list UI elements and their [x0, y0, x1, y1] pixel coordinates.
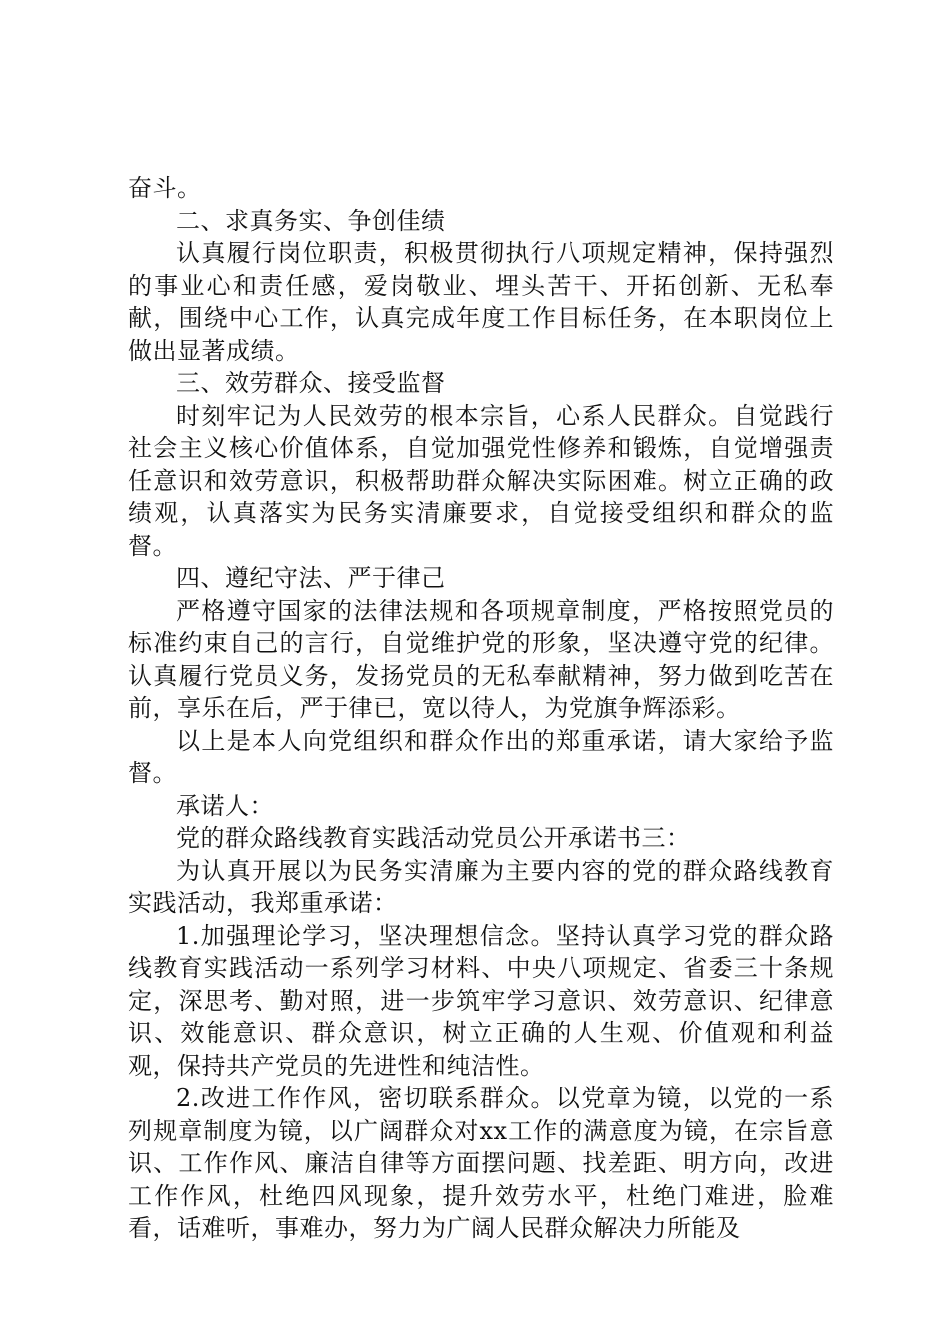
section-heading-4: 四、遵纪守法、严于律己 [176, 564, 446, 592]
section-heading-2: 二、求真务实、争创佳绩 [176, 206, 446, 235]
paragraph-closing: 以上是本人向党组织和群众作出的郑重承诺，请大家给予监督。 [128, 726, 834, 787]
paragraph-continuation: 奋斗。 [128, 174, 202, 202]
paragraph-item-1: 1.加强理论学习，坚决理想信念。坚持认真学习党的群众路线教育实践活动一系列学习材料、中央八项规定、省委三十条规定，深思考、勤对照，进一步筑牢学习意识、效劳意识、纪律意识、效能意识、群众意识，树立正确的人生观、价值观和利益观，保持共产党员的先进性和纯洁性。 [128, 921, 834, 1080]
paragraph-intro: 为认真开展以为民务实清廉为主要内容的党的群众路线教育实践活动，我郑重承诺： [128, 856, 834, 917]
paragraph-section-4: 严格遵守国家的法律法规和各项规章制度，严格按照党员的标准约束自己的言行，自觉维护党的形象，坚决遵守党的纪律。认真履行党员义务，发扬党员的无私奉献精神，努力做到吃苦在前，享乐在后，严于律已，宽以待人，为党旗争辉添彩。 [128, 596, 834, 722]
document-page [128, 172, 834, 1245]
document-subtitle: 党的群众路线教育实践活动党员公开承诺书三： [176, 824, 691, 852]
paragraph-item-2: 2.改进工作作风，密切联系群众。以党章为镜，以党的一系列规章制度为镜，以广阔群众对xx工作的满意度为镜，在宗旨意识、工作作风、廉洁自律等方面摆问题、找差距、明方向，改进工作作风，杜绝四风现象，提升效劳水平，杜绝门难进，脸难看，话难听，事难办，努力为广阔人民群众解决力所能及 [128, 1084, 834, 1242]
paragraph-section-3: 时刻牢记为人民效劳的根本宗旨，心系人民群众。自觉践行社会主义核心价值体系，自觉加强党性修养和锻炼，自觉增强责任意识和效劳意识，积极帮助群众解决实际困难。树立正确的政绩观，认真落实为民务实清廉要求，自觉接受组织和群众的监督。 [128, 401, 834, 560]
paragraph-section-2: 认真履行岗位职责，积极贯彻执行八项规定精神，保持强烈的事业心和责任感，爱岗敬业、埋头苦干、开拓创新、无私奉献，围绕中心工作，认真完成年度工作目标任务，在本职岗位上做出显著成绩。 [128, 239, 834, 365]
signature-line: 承诺人： [176, 791, 274, 820]
section-heading-3: 三、效劳群众、接受监督 [176, 369, 446, 397]
